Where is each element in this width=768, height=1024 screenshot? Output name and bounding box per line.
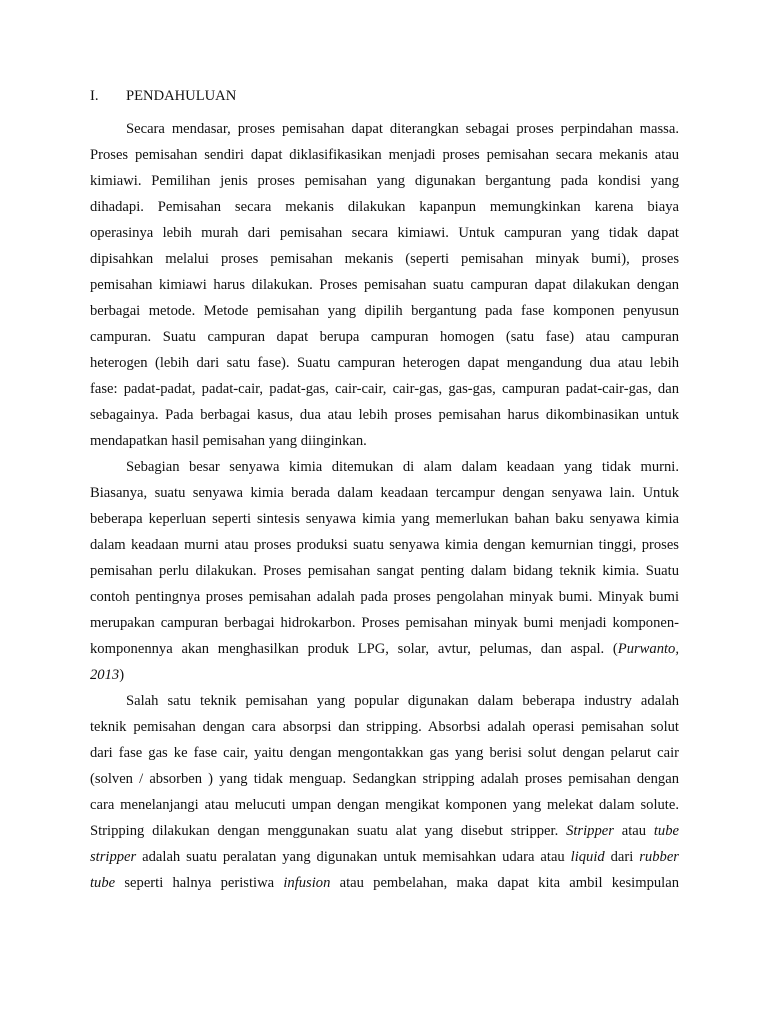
paragraph-line: (solven / absorben ) yang tidak menguap. Sedangkan stripping adalah proses pemisahan dengan xyxy=(90,771,679,787)
paragraph-line xyxy=(90,844,679,870)
paragraph-line: Proses pemisahan sendiri dapat diklasifikasikan menjadi proses pemisahan secara mekanis atau xyxy=(90,147,679,163)
line-text: ) xyxy=(119,667,125,683)
italic-term: liquid xyxy=(570,849,605,865)
paragraph-line xyxy=(90,662,679,688)
paragraph-line xyxy=(90,636,679,662)
paragraph-line: Biasanya, suatu senyawa kimia berada dalam keadaan tercampur dengan senyawa lain. Untuk xyxy=(90,485,679,501)
paragraph-line xyxy=(90,870,679,896)
paragraph-line: fase: padat-padat, padat-cair, padat-gas, cair-cair, cair-gas, gas-gas, campuran padat-cair-gas, dan xyxy=(90,381,679,397)
paragraph-line: heterogen (lebih dari satu fase). Suatu campuran heterogen dapat mengandung dua atau lebih xyxy=(90,355,679,371)
italic-term: stripper xyxy=(90,849,137,865)
paragraph-line: mendapatkan hasil pemisahan yang diinginkan. xyxy=(90,433,367,449)
line-text: atau pembelahan, maka dapat kita ambil kesimpulan xyxy=(339,875,680,891)
paragraph-line: beberapa keperluan seperti sintesis senyawa kimia yang memerlukan bahan baku senyawa kimia xyxy=(90,511,679,527)
paragraph-line: cara menelanjangi atau melucuti umpan dengan mengikat komponen yang melekat dalam solute. xyxy=(90,797,679,813)
paragraph-2 xyxy=(90,454,679,688)
document-page xyxy=(90,86,679,896)
section-heading xyxy=(90,86,679,106)
paragraph-line: berbagai metode. Metode pemisahan yang dipilih bergantung pada fase komponen penyusun xyxy=(90,303,679,319)
paragraph-line: dihadapi. Pemisahan secara mekanis dilakukan kapanpun memungkinkan karena biaya xyxy=(90,199,679,215)
paragraph-line: dalam keadaan murni atau proses produksi suatu senyawa kimia dengan kemurnian tinggi, proses xyxy=(90,537,679,553)
italic-term: rubber xyxy=(639,849,679,865)
line-text: komponennya akan menghasilkan produk LPG, solar, avtur, pelumas, dan aspal. ( xyxy=(90,641,618,657)
paragraph-line: dari fase gas ke fase cair, yaitu dengan mengontakkan gas yang berisi solut dengan pelarut cair xyxy=(90,745,679,761)
citation-year: 2013 xyxy=(90,667,120,683)
paragraph-line: Secara mendasar, proses pemisahan dapat diterangkan sebagai proses perpindahan massa. xyxy=(126,121,679,137)
paragraph-line xyxy=(90,818,679,844)
paragraph-line: Sebagian besar senyawa kimia ditemukan di alam dalam keadaan yang tidak murni. xyxy=(126,459,679,475)
italic-term: tube xyxy=(90,875,116,891)
italic-term: tube xyxy=(653,823,680,839)
paragraph-3 xyxy=(90,688,679,896)
line-text: Stripping dilakukan dengan menggunakan suatu alat yang disebut stripper. xyxy=(90,823,559,839)
line-text: dari xyxy=(610,849,634,865)
paragraph-1 xyxy=(90,116,679,454)
paragraph-line: merupakan campuran berbagai hidrokarbon. Proses pemisahan minyak bumi menjadi komponen- xyxy=(90,615,679,631)
line-text: atau xyxy=(621,823,647,839)
paragraph-line: sebagainya. Pada berbagai kasus, dua atau lebih proses pemisahan harus dikombinasikan untuk xyxy=(90,407,679,423)
paragraph-line: dipisahkan melalui proses pemisahan mekanis (seperti pemisahan minyak bumi), proses xyxy=(90,251,679,267)
paragraph-line: contoh pentingnya proses pemisahan adalah pada proses pengolahan minyak bumi. Minyak bumi xyxy=(90,589,679,605)
section-number: I. xyxy=(90,88,99,104)
section-title: PENDAHULUAN xyxy=(126,88,237,104)
paragraph-line: Salah satu teknik pemisahan yang popular digunakan dalam beberapa industry adalah xyxy=(126,693,679,709)
paragraph-line: campuran. Suatu campuran dapat berupa campuran homogen (satu fase) atau campuran xyxy=(90,329,679,345)
line-text: adalah suatu peralatan yang digunakan untuk memisahkan udara atau xyxy=(142,849,565,865)
line-text: seperti halnya peristiwa xyxy=(124,875,275,891)
paragraph-line: operasinya lebih murah dari pemisahan secara kimiawi. Untuk campuran yang tidak dapat xyxy=(90,225,679,241)
italic-term: infusion xyxy=(283,875,331,891)
paragraph-line: kimiawi. Pemilihan jenis proses pemisahan yang digunakan bergantung pada kondisi yang xyxy=(90,173,679,189)
paragraph-line: teknik pemisahan dengan cara absorpsi dan stripping. Absorbsi adalah operasi pemisahan solut xyxy=(90,719,679,735)
italic-term: Stripper xyxy=(566,823,614,839)
citation-author: Purwanto, xyxy=(617,641,679,657)
paragraph-line: pemisahan kimiawi harus dilakukan. Proses pemisahan suatu campuran dapat dilakukan dengan xyxy=(90,277,679,293)
paragraph-line: pemisahan perlu dilakukan. Proses pemisahan sangat penting dalam bidang teknik kimia. Suatu xyxy=(90,563,679,579)
